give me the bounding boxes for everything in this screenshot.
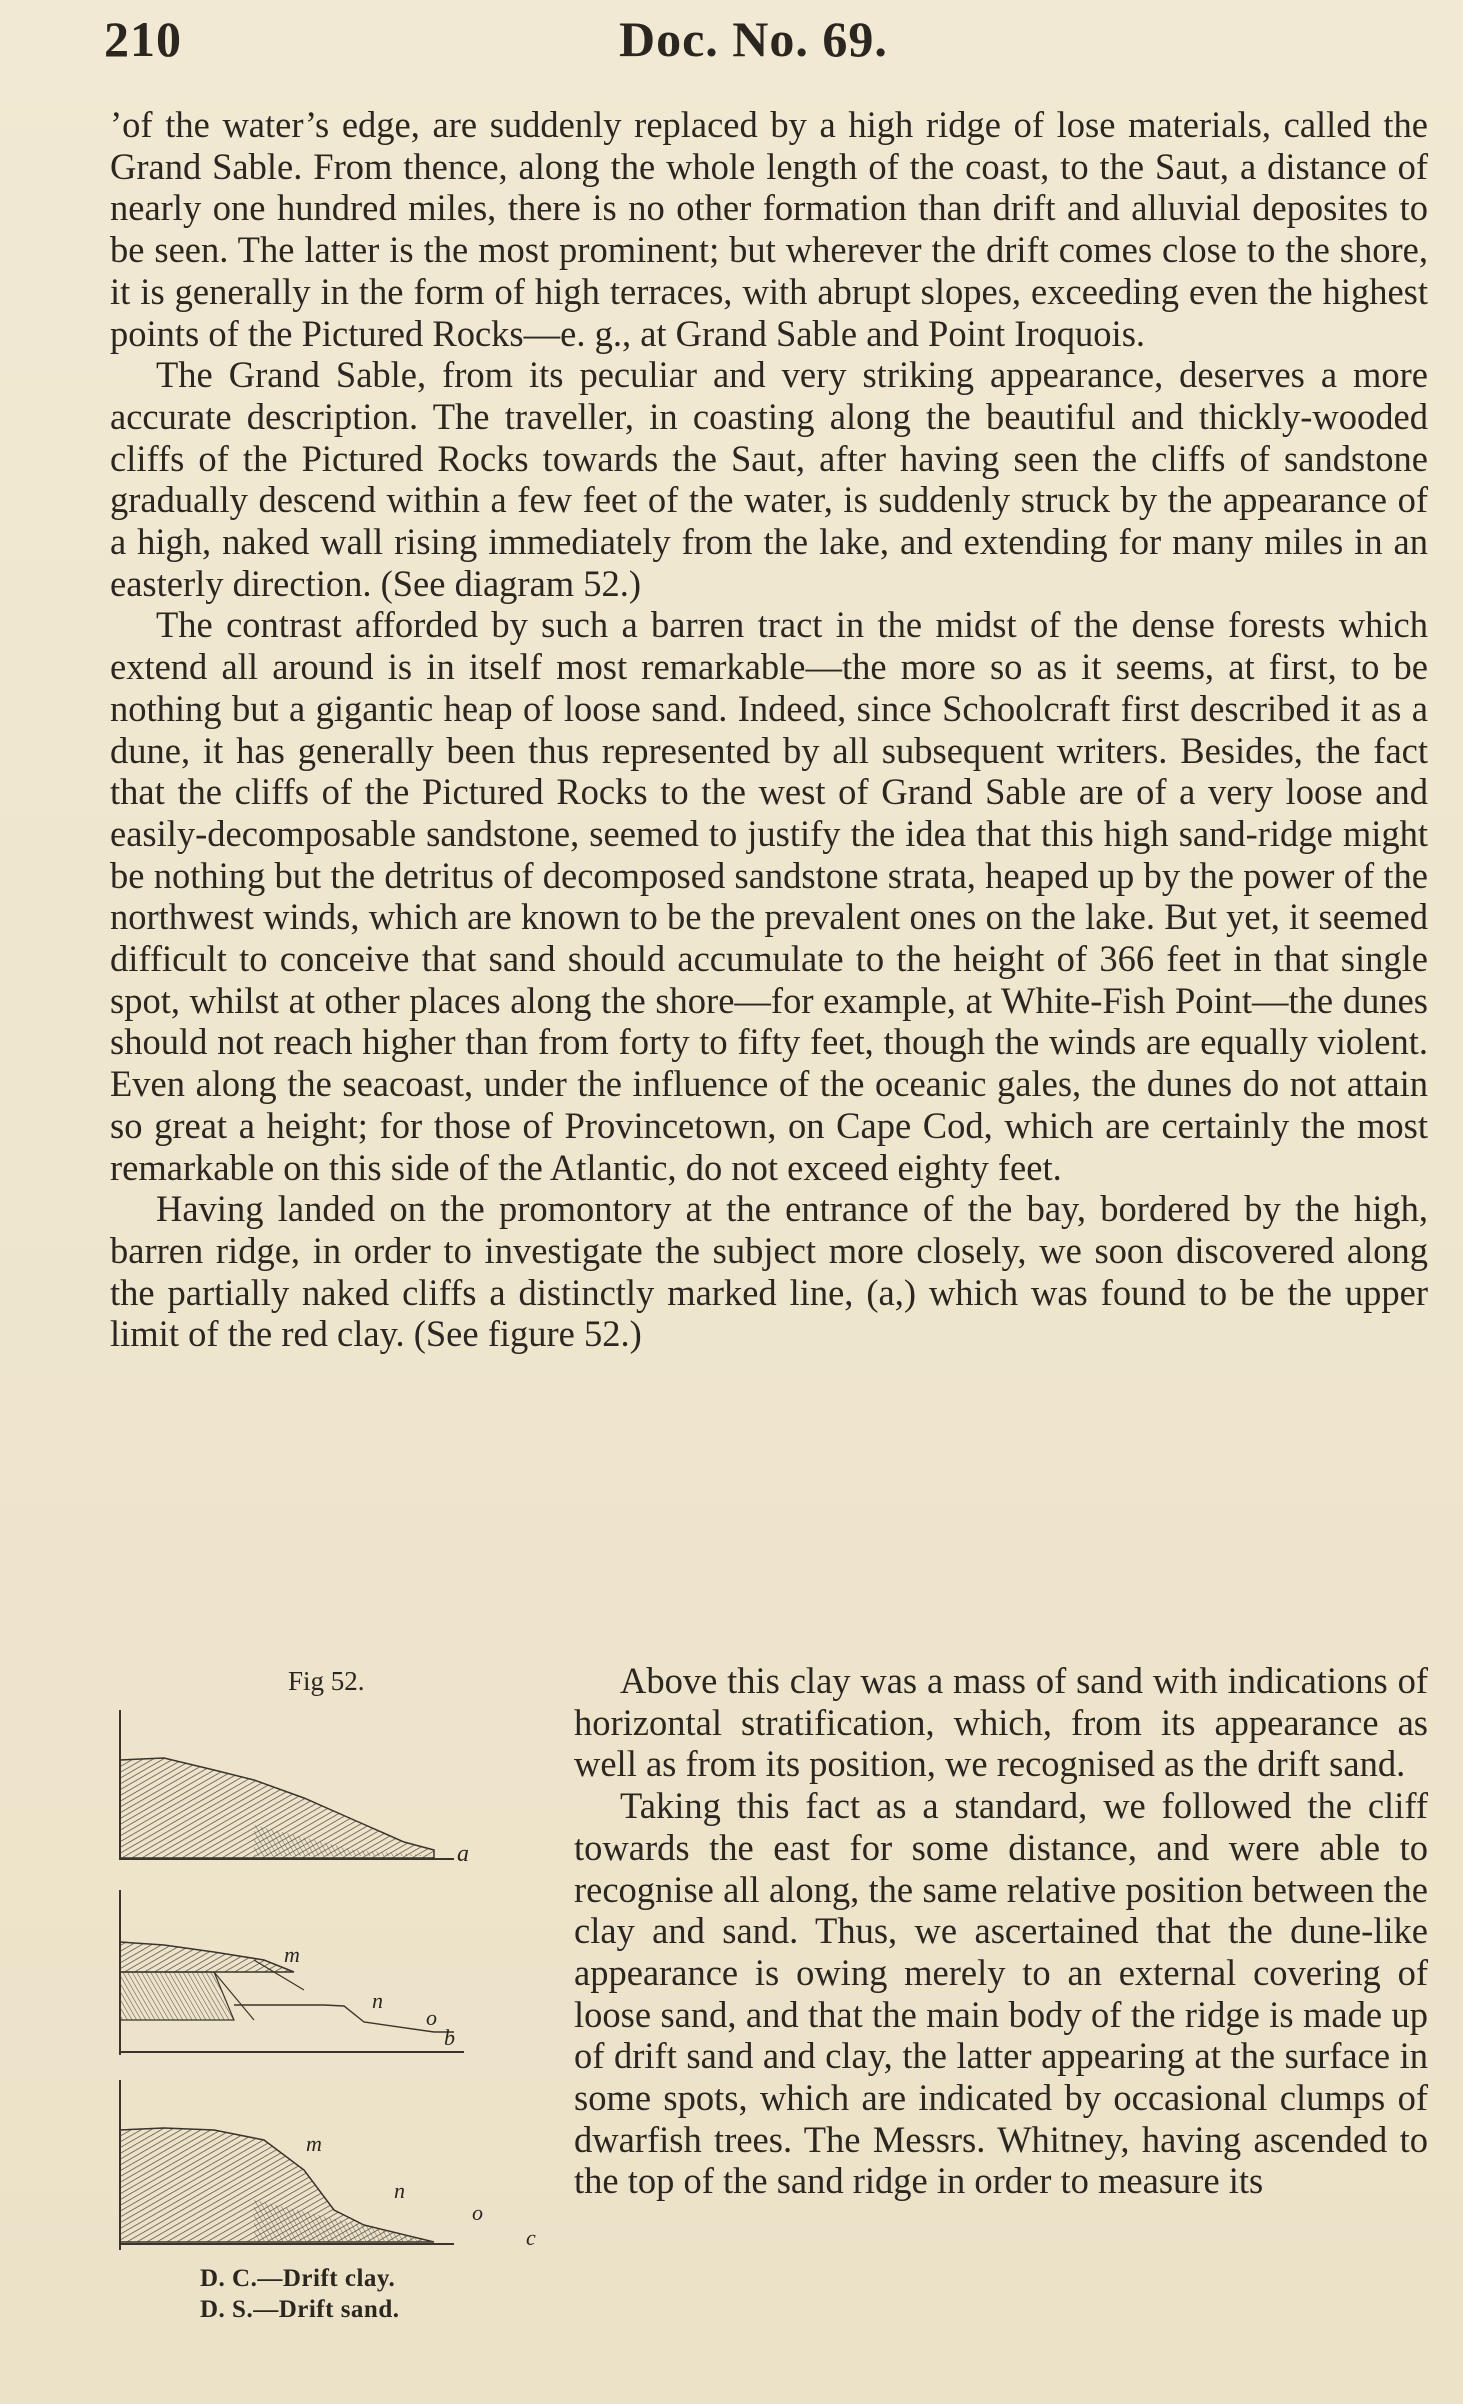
section-one	[120, 1710, 469, 1867]
label-b: b	[444, 2025, 455, 2050]
paragraph-landing: Having landed on the promontory at the entrance of the bay, bordered by the high, barren ridge, in order to investigate the subject more closely, we soon discovered along the partially naked cliffs a distinctly marked line, (a,) which was found to be the upper limit of the red clay. (See figure 52.)	[110, 1188, 1428, 1355]
section-two	[120, 1890, 464, 2055]
figure-label: Fig 52.	[288, 1666, 365, 1696]
label-n-one: n	[372, 1988, 383, 2013]
label-n-two: n	[394, 2178, 405, 2203]
cliff-section-diagram	[104, 1660, 564, 2260]
label-o-two: o	[472, 2200, 483, 2225]
page-header	[104, 10, 1429, 70]
label-m-two: m	[306, 2131, 322, 2156]
page-number: 210	[104, 11, 182, 67]
legend-drift-sand: D. S.—Drift sand.	[200, 2296, 400, 2323]
label-c: c	[526, 2225, 536, 2250]
document-title: Doc. No. 69.	[619, 11, 888, 67]
legend-drift-clay: D. C.—Drift clay.	[200, 2265, 396, 2292]
paragraph-drift-sand: Above this clay was a mass of sand with indications of horizontal stratification, which, from its appearance as well as from its position, we recognised as the drift sand.	[574, 1660, 1428, 1785]
label-a: a	[457, 1841, 469, 1867]
label-m-one: m	[284, 1942, 300, 1967]
main-text-column	[110, 104, 1428, 1355]
paragraph-contrast: The contrast afforded by such a barren tract in the midst of the dense forests which extend all around is in itself most remarkable—the more so as it seems, at first, to be nothing but a gigantic heap of loose sand. Indeed, since Schoolcraft first described it as a dune, it has generally been thus represented by all subsequent writers. Besides, the fact that the cliffs of the Pictured Rocks to the west of Grand Sable are of a very loose and easily-decomposable sandstone, seemed to justify the idea that this high sand-ridge might be nothing but the detritus of decomposed sandstone strata, heaped up by the power of the northwest winds, which are known to be the prevalent ones on the lake. But yet, it seemed difficult to conceive that sand should accumulate to the height of 366 feet in that single spot, whilst at other places along the shore—for example, at White-Fish Point—the dunes should not reach higher than from forty to fifty feet, though the winds are equally violent. Even along the seacoast, under the influence of the oceanic gales, the dunes do not attain so great a height; for those of Provincetown, on Cape Cod, which are certainly the most remarkable on this side of the Atlantic, do not exceed eighty feet.	[110, 604, 1428, 1188]
paragraph-continuation: ’of the water’s edge, are suddenly replaced by a high ridge of lose materials, called the Grand Sable. From thence, along the whole length of the coast, to the Saut, a distance of nearly one hundred miles, there is no other formation than drift and alluvial deposites to be seen. The latter is the most prominent; but wherever the drift comes close to the shore, it is generally in the form of high terraces, with abrupt slopes, exceeding even the highest points of the Pictured Rocks—e. g., at Grand Sable and Point Iroquois.	[110, 104, 1428, 354]
side-text-column	[574, 1660, 1428, 2202]
label-o-one: o	[426, 2005, 437, 2030]
paragraph-standard: Taking this fact as a standard, we followed the cliff towards the east for some distance, and were able to recognise all along, the same relative position between the clay and sand. Thus, we ascertained that the dune-like appearance is owing merely to an external covering of loose sand, and that the main body of the ridge is made up of drift sand and clay, the latter appearing at the surface in some spots, which are indicated by occasional clumps of dwarfish trees. The Messrs. Whitney, having ascended to the top of the sand ridge in order to measure its	[574, 1785, 1428, 2202]
paragraph-grand-sable: The Grand Sable, from its peculiar and very striking appearance, deserves a more accurate description. The traveller, in coasting along the beautiful and thickly-wooded cliffs of the Pictured Rocks towards the Saut, after having seen the cliffs of sandstone gradually descend within a few feet of the water, is suddenly struck by the appearance of a high, naked wall rising immediately from the lake, and extending for many miles in an easterly direction. (See diagram 52.)	[110, 354, 1428, 604]
figure-52	[104, 1660, 564, 2323]
section-three	[120, 2080, 536, 2250]
